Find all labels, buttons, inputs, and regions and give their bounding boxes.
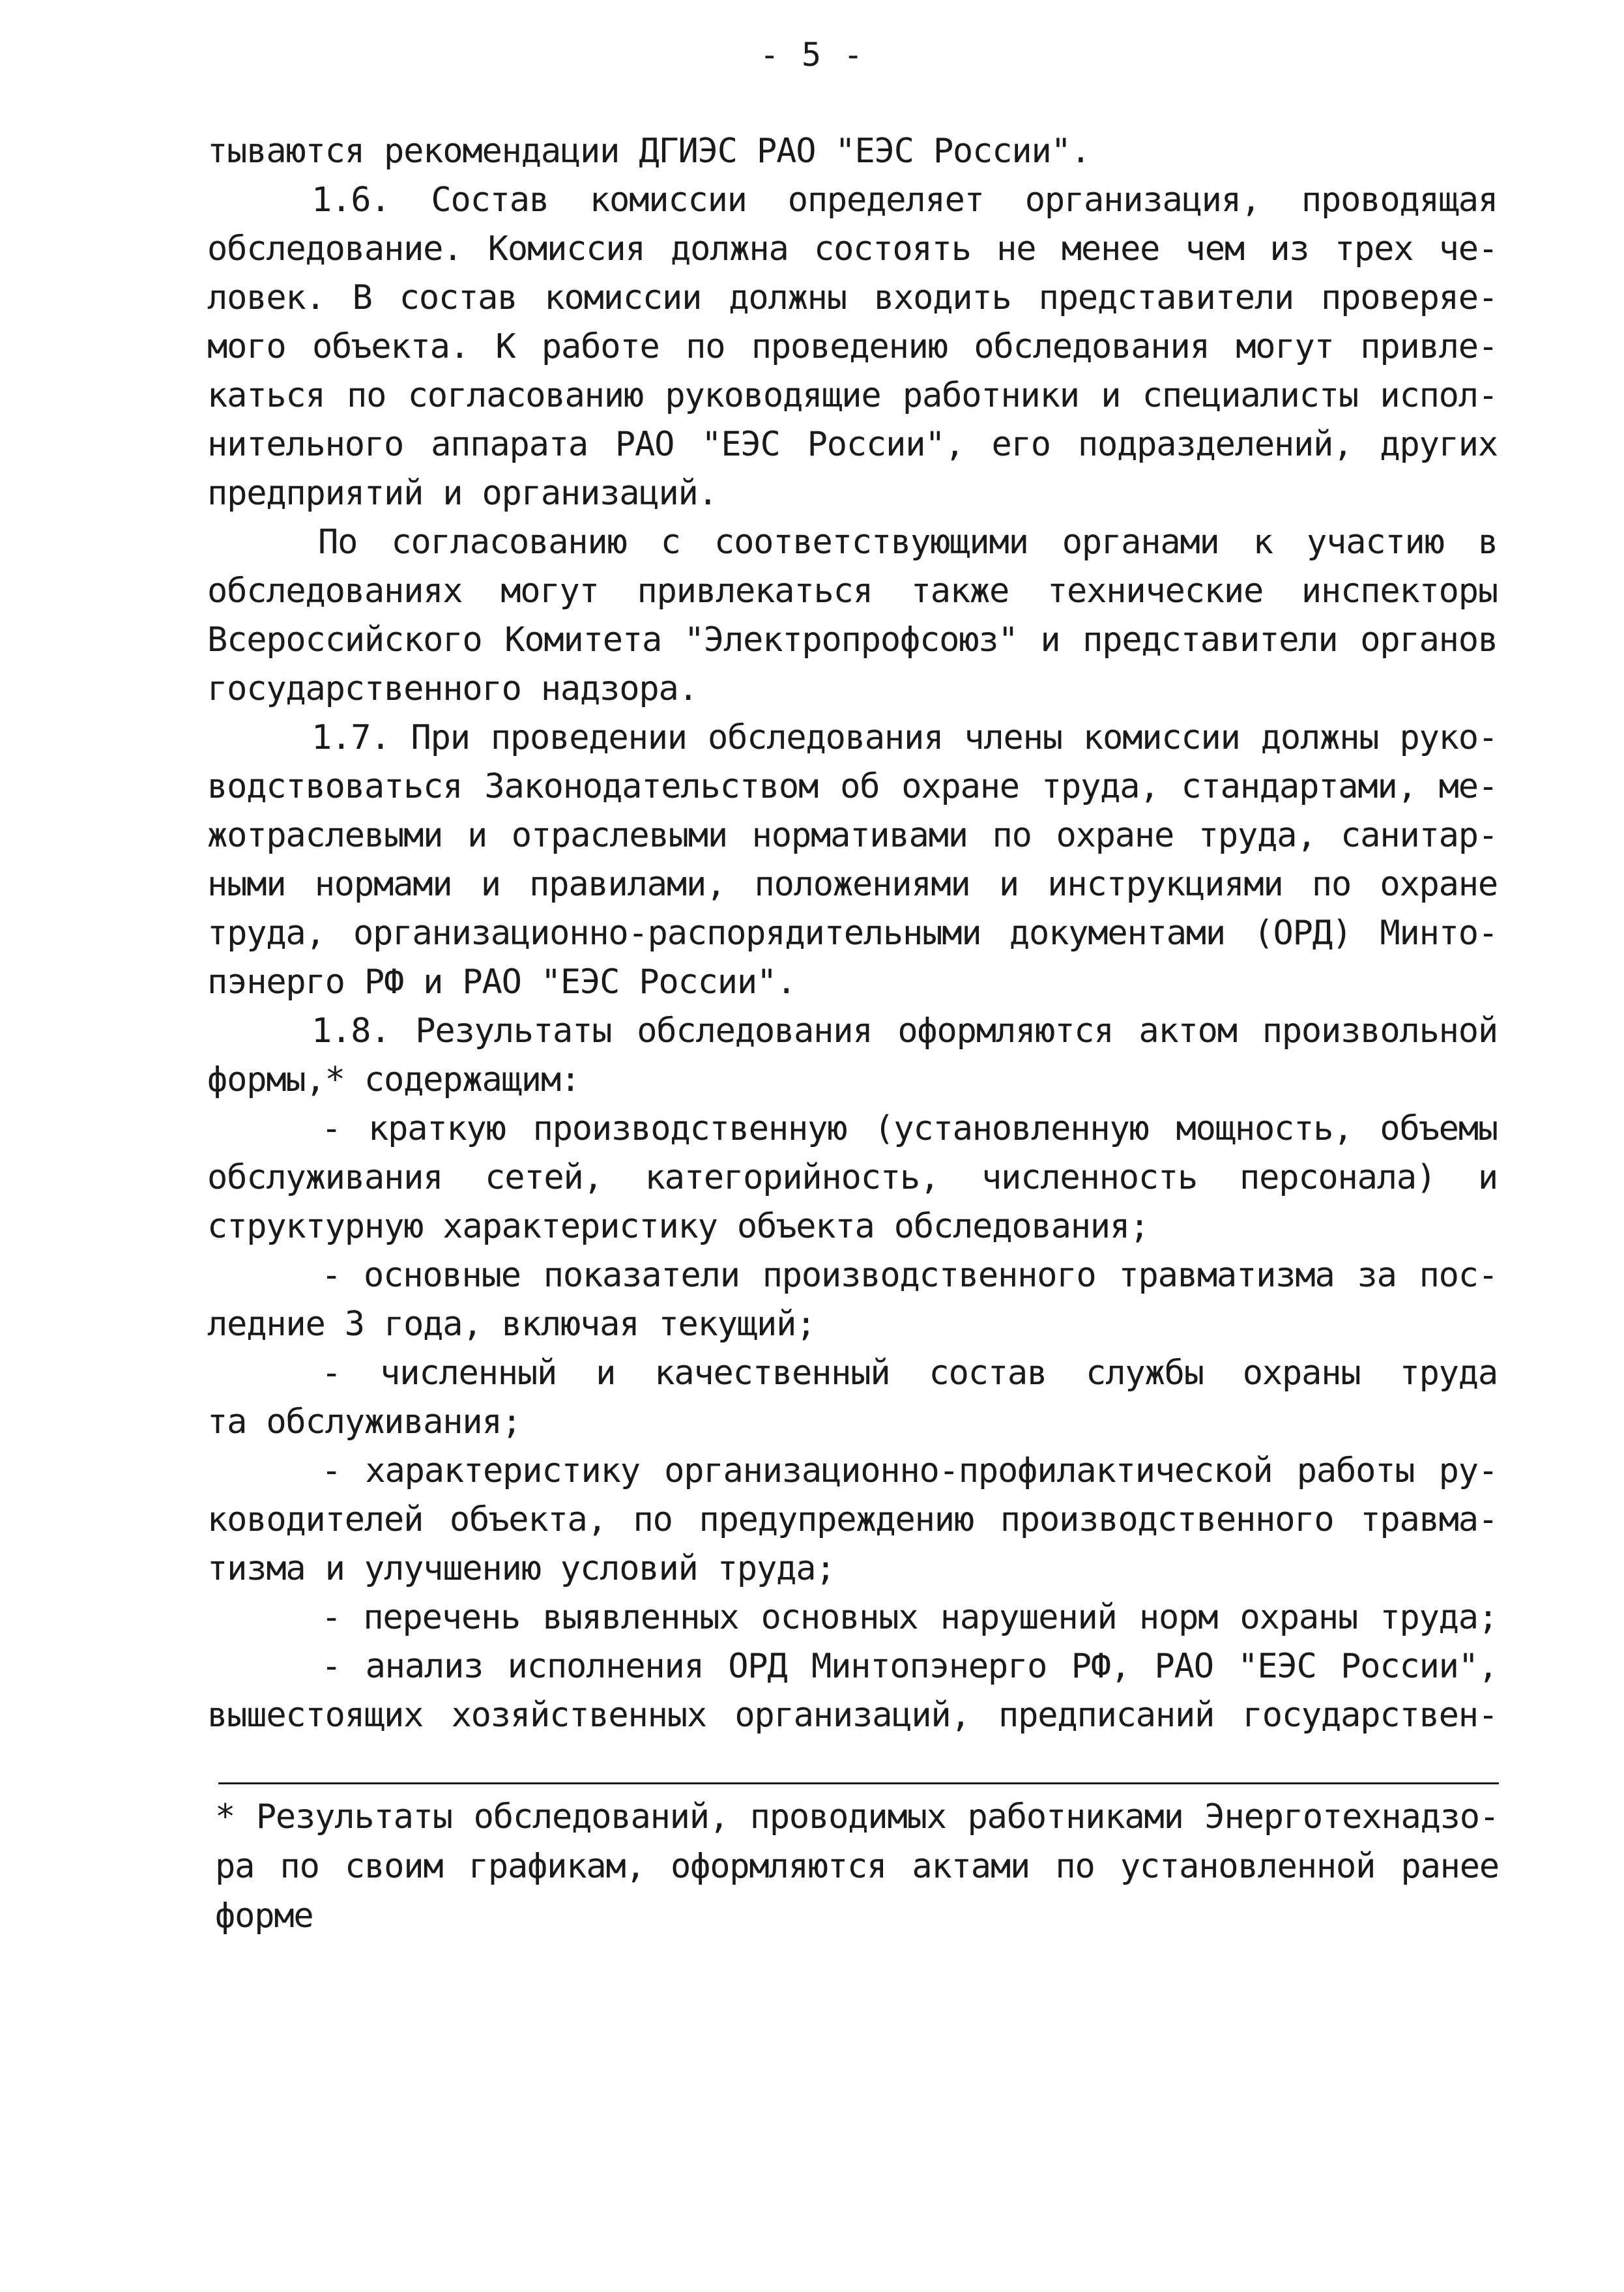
text-line: структурную характеристику объекта обследования;	[207, 1207, 1150, 1246]
text-line: пэнерго РФ и РАО "ЕЭС России".	[207, 963, 796, 1002]
text-line: нительного аппарата РАО "ЕЭС России", его подразделений, других	[207, 425, 1498, 464]
text-line: каться по согласованию руководящие работники и специалисты испол-	[207, 376, 1498, 415]
text-line: - численный и качественный состав службы охраны труда	[321, 1354, 1498, 1393]
text-line: ловек. В состав комиссии должны входить представители проверяе-	[207, 278, 1498, 317]
text-line: ководителей объекта, по предупреждению производственного травма-	[207, 1500, 1498, 1539]
text-line: ными нормами и правилами, положениями и инструкциями по охране	[207, 865, 1498, 904]
footnote-separator	[218, 1782, 1499, 1784]
text-line: вышестоящих хозяйственных организаций, предписаний государствен-	[207, 1696, 1498, 1735]
text-line: Всероссийского Комитета "Электропрофсоюз" и представители органов	[207, 620, 1498, 660]
text-line: труда, организационно-распорядительными документами (ОРД) Минто-	[207, 914, 1498, 953]
page-number: - 5 -	[759, 36, 865, 74]
text-line: государственного надзора.	[207, 669, 698, 708]
text-line: формы,* содержащим:	[207, 1060, 581, 1099]
footnote	[215, 1792, 1499, 1941]
text-line: 1.7. При проведении обследования члены комиссии должны руко-	[312, 718, 1498, 757]
text-line: мого объекта. К работе по проведению обследования могут привле-	[207, 327, 1498, 366]
text-line: жотраслевыми и отраслевыми нормативами по охране труда, санитар-	[207, 816, 1498, 855]
text-line: тываются рекомендации ДГИЭС РАО "ЕЭС России".	[207, 132, 1090, 171]
text-line: ледние 3 года, включая текущий;	[207, 1305, 816, 1344]
text-line: По согласованию с соответствующими органами к участию в	[318, 523, 1498, 562]
text-line: обследованиях могут привлекаться также технические инспекторы	[207, 572, 1498, 611]
text-line: обследование. Комиссия должна состоять не менее чем из трех че-	[207, 229, 1498, 268]
text-line: тизма и улучшению условий труда;	[207, 1549, 835, 1588]
text-line: обслуживания сетей, категорийность, численность персонала) и	[207, 1158, 1498, 1197]
text-line: та обслуживания;	[207, 1402, 521, 1442]
text-line: предприятий и организаций.	[207, 474, 718, 513]
text-line: водствоваться Законодательством об охране труда, стандартами, ме-	[207, 767, 1498, 806]
text-line: - характеристику организационно-профилактической работы ру-	[321, 1451, 1498, 1490]
text-line: 1.8. Результаты обследования оформляются актом произвольной	[312, 1011, 1498, 1051]
text-line: - краткую производственную (установленную мощность, объемы	[321, 1109, 1498, 1148]
footnote-line: * Результаты обследований, проводимых работниками Энерготехнадзо-	[215, 1797, 1499, 1836]
text-line: 1.6. Состав комиссии определяет организация, проводящая	[312, 181, 1498, 220]
footnote-line: ра по своим графикам, оформляются актами по установленной ранее	[215, 1847, 1499, 1886]
text-line: - анализ исполнения ОРД Минтопэнерго РФ, РАО "ЕЭС России",	[321, 1647, 1498, 1686]
body-text	[207, 127, 1498, 1740]
footnote-line: форме	[215, 1896, 313, 1936]
text-line: - основные показатели производственного травматизма за пос-	[321, 1256, 1498, 1295]
text-line: - перечень выявленных основных нарушений норм охраны труда;	[321, 1598, 1498, 1637]
